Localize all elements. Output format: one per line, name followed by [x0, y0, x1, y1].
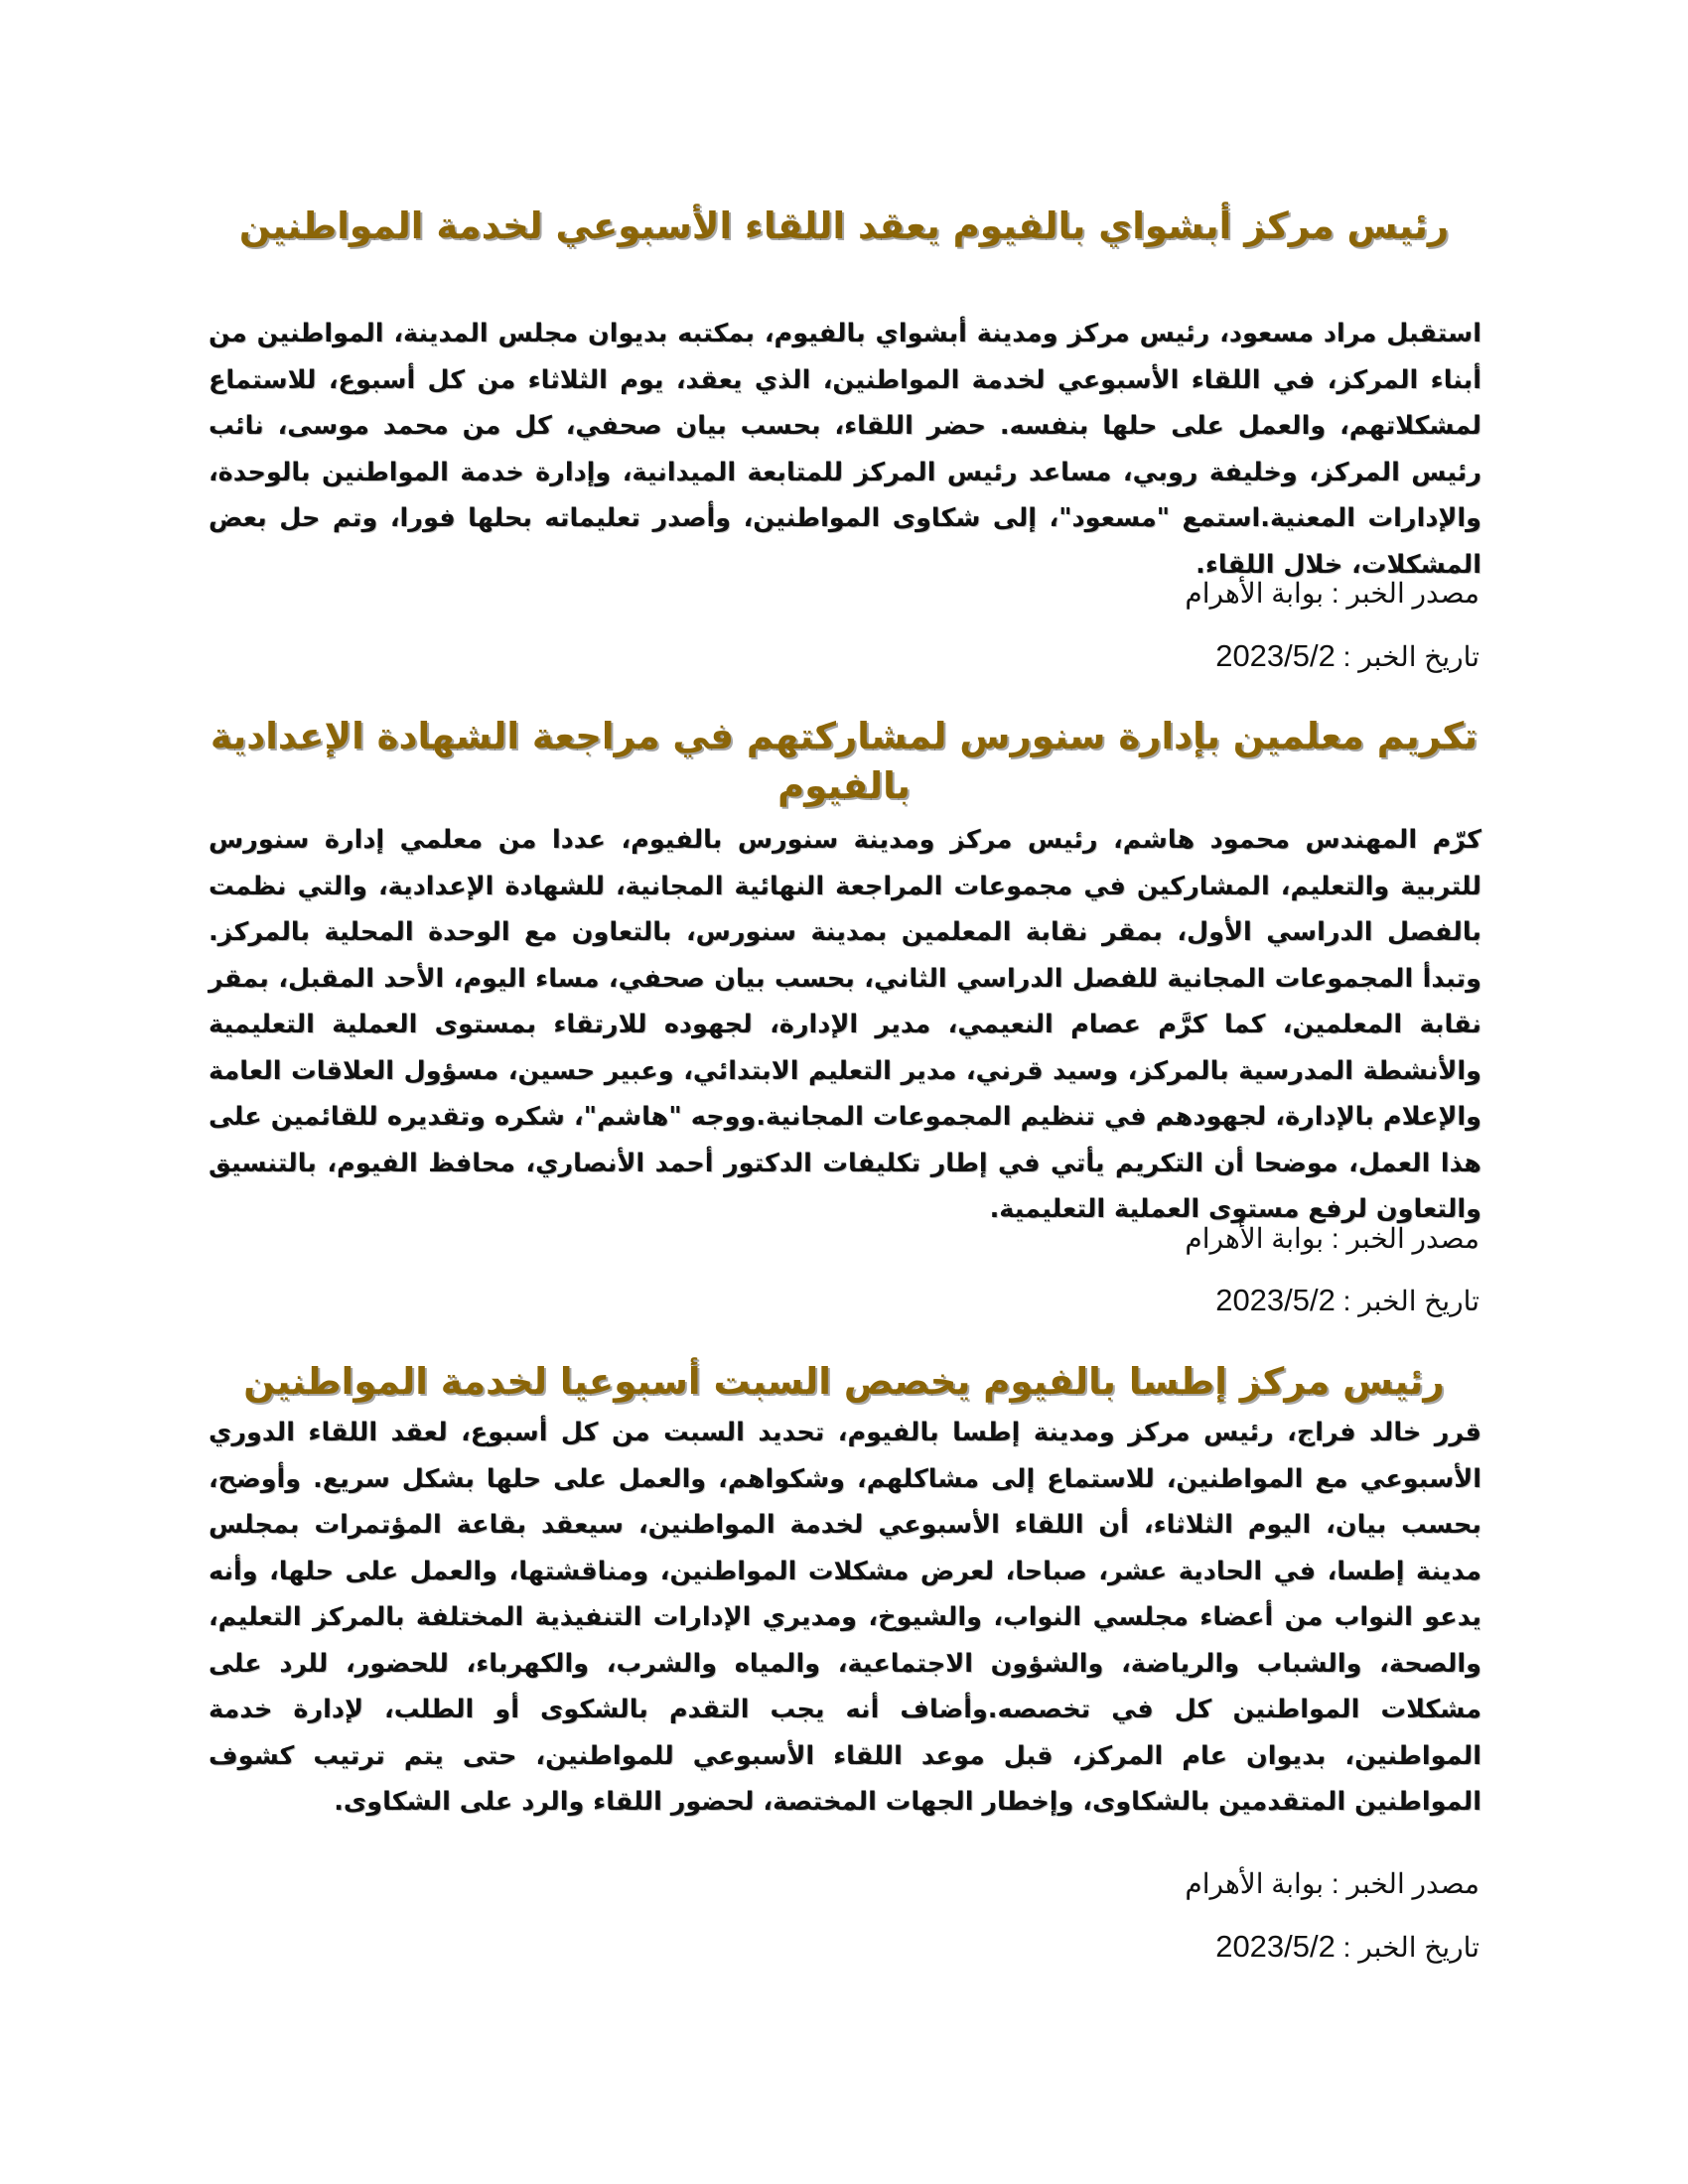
article-1-date — [1215, 638, 1479, 675]
article-1-source — [1185, 576, 1479, 612]
article-3-source — [1185, 1866, 1479, 1902]
source-label: مصدر الخبر : — [1331, 1223, 1479, 1254]
article-3-date — [1215, 1929, 1479, 1966]
source-value: بوابة الأهرام — [1185, 1223, 1325, 1254]
date-value: 2023/5/2 — [1215, 638, 1336, 673]
date-value: 2023/5/2 — [1215, 1283, 1336, 1317]
article-3-title: رئيس مركز إطسا بالفيوم يخصص السبت أسبوعيا لخدمة المواطنين — [243, 1360, 1445, 1403]
article-2-date — [1215, 1283, 1479, 1319]
article-2-title: تكريم معلمين بإدارة سنورس لمشاركتهم في مراجعة الشهادة الإعدادية بالفيوم — [210, 715, 1478, 807]
article-2-source — [1185, 1221, 1479, 1257]
source-label: مصدر الخبر : — [1331, 578, 1479, 609]
date-value: 2023/5/2 — [1215, 1929, 1336, 1964]
article-2-body: كرّم المهندس محمود هاشم، رئيس مركز ومدينة سنورس بالفيوم، عددا من معلمي إدارة سنورس للتربية والتعليم، المشاركين في مجموعات المراجعة النهائية المجانية، للشهادة الإعدادية، والتي نظمت بالفصل الدراسي الأول، بمقر نقابة المعلمين بمدينة سنورس، بالتعاون مع الوحدة المحلية بالمركز. وتبدأ المجموعات المجانية للفصل الدراسي الثاني، بحسب بيان صحفي، مساء اليوم، الأحد المقبل، بمقر نقابة المعلمين، كما كرَّم عصام النعيمي، مدير الإدارة، لجهوده للارتقاء بمستوى العملية التعليمية والأنشطة المدرسية بالمركز، وسيد قرني، مدير التعليم الابتدائي، وعبير حسين، مسؤول العلاقات العامة والإعلام بالإدارة، لجهودهم في تنظيم المجموعات المجانية.ووجه "هاشم"، شكره وتقديره للقائمين على هذا العمل، موضحا أن التكريم يأتي في إطار تكليفات الدكتور أحمد الأنصاري، محافظ الفيوم، بالتنسيق والتعاون لرفع مستوى العملية التعليمية. — [209, 825, 1481, 1224]
source-value: بوابة الأهرام — [1185, 1868, 1325, 1899]
article-1-body: استقبل مراد مسعود، رئيس مركز ومدينة أبشواي بالفيوم، بمكتبه بديوان مجلس المدينة، المواطنين من أبناء المركز، في اللقاء الأسبوعي لخدمة المواطنين، الذي يعقد، يوم الثلاثاء من كل أسبوع، للاستماع لمشكلاتهم، والعمل على حلها بنفسه. حضر اللقاء، بحسب بيان صحفي، كل من محمد موسى، نائب رئيس المركز، وخليفة روبي، مساعد رئيس المركز للمتابعة الميدانية، وإدارة خدمة المواطنين بالوحدة، والإدارات المعنية.استمع "مسعود"، إلى شكاوى المواطنين، وأصدر تعليماته بحلها فورا، وتم حل بعض المشكلات، خلال اللقاء. — [209, 319, 1481, 580]
source-value: بوابة الأهرام — [1185, 578, 1325, 609]
date-label: تاريخ الخبر : — [1342, 641, 1479, 672]
article-3-body: قرر خالد فراج، رئيس مركز ومدينة إطسا بالفيوم، تحديد السبت من كل أسبوع، لعقد اللقاء الدوري الأسبوعي مع المواطنين، للاستماع إلى مشاكلهم، وشكواهم، والعمل على حلها بشكل سريع. وأوضح، بحسب بيان، اليوم الثلاثاء، أن اللقاء الأسبوعي لخدمة المواطنين، سيعقد بقاعة المؤتمرات بمجلس مدينة إطسا، في الحادية عشر، صباحا، لعرض مشكلات المواطنين، ومناقشتها، والعمل على حلها، وأنه يدعو النواب من أعضاء مجلسي النواب، والشيوخ، ومديري الإدارات التنفيذية المختلفة بالمركز التعليم، والصحة، والشباب والرياضة، والشؤون الاجتماعية، والمياه والشرب، والكهرباء، للحضور، للرد على مشكلات المواطنين كل في تخصصه.وأضاف أنه يجب التقدم بالشكوى أو الطلب، لإدارة خدمة المواطنين، بديوان عام المركز، قبل موعد اللقاء الأسبوعي للمواطنين، حتى يتم ترتيب كشوف المواطنين المتقدمين بالشكاوى، وإخطار الجهات المختصة، لحضور اللقاء والرد على الشكاوى. — [209, 1418, 1481, 1817]
article-1-title: رئيس مركز أبشواي بالفيوم يعقد اللقاء الأسبوعي لخدمة المواطنين — [238, 205, 1450, 247]
source-label: مصدر الخبر : — [1331, 1868, 1479, 1899]
date-label: تاريخ الخبر : — [1342, 1286, 1479, 1316]
date-label: تاريخ الخبر : — [1342, 1932, 1479, 1963]
